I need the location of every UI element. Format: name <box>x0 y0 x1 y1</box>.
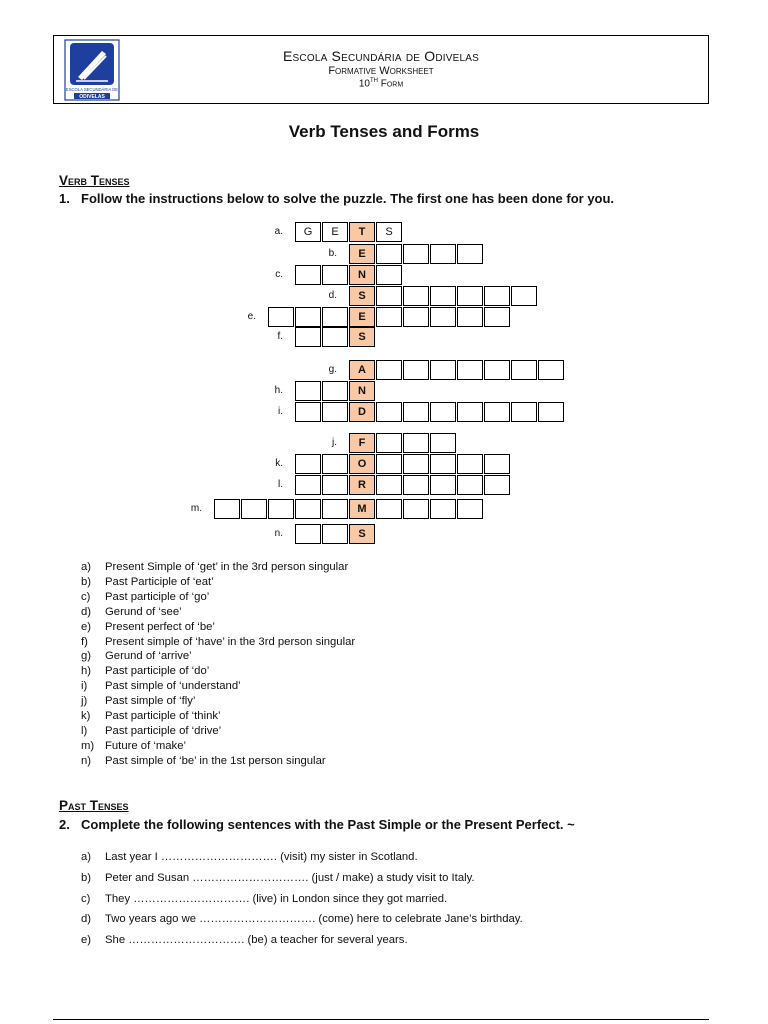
puzzle-cell[interactable] <box>430 286 456 306</box>
footer-divider <box>53 1019 709 1020</box>
puzzle-row-label: i. <box>278 406 283 417</box>
clue-list <box>81 560 355 769</box>
puzzle-cell[interactable] <box>403 454 429 474</box>
clue-item: k) Past participle of ‘think’ <box>81 710 221 723</box>
puzzle-cell[interactable] <box>457 244 483 264</box>
puzzle-cell[interactable] <box>484 360 510 380</box>
puzzle-cell[interactable] <box>214 499 240 519</box>
puzzle-cell[interactable] <box>376 360 402 380</box>
puzzle-row-label: d. <box>328 290 337 301</box>
section1-heading: Verb Tenses <box>59 173 130 188</box>
school-name: Escola Secundária de Odivelas <box>283 48 479 64</box>
puzzle-cell[interactable] <box>430 433 456 453</box>
puzzle-cell[interactable]: S <box>376 222 402 242</box>
puzzle-cell[interactable] <box>376 307 402 327</box>
puzzle-row-label: j. <box>332 437 337 448</box>
form-level: 10TH Form <box>358 78 404 90</box>
puzzle-cell[interactable] <box>403 286 429 306</box>
section2-instruction: 2. Complete the following sentences with the Past Simple or the Present Perfect. ~ <box>59 817 575 832</box>
sentence-item: a) Last year I …………………………. (visit) my sister in Scotland. <box>81 851 418 863</box>
puzzle-cell[interactable] <box>403 499 429 519</box>
page-title: Verb Tenses and Forms <box>288 122 480 141</box>
puzzle-row-label: g. <box>328 364 337 375</box>
puzzle-cell[interactable] <box>511 360 537 380</box>
puzzle-key-cell: T <box>349 222 375 242</box>
clue-item: c) Past participle of ‘go’ <box>81 590 210 603</box>
clue-item: d) Gerund of ‘see’ <box>81 605 182 618</box>
puzzle-cell[interactable] <box>376 244 402 264</box>
puzzle-cell[interactable] <box>376 433 402 453</box>
puzzle-cell[interactable] <box>403 433 429 453</box>
puzzle-cell[interactable] <box>457 499 483 519</box>
puzzle-cell[interactable] <box>295 265 321 285</box>
puzzle-key-cell: N <box>349 265 375 285</box>
puzzle-cell[interactable] <box>268 499 294 519</box>
puzzle-cell[interactable] <box>295 307 321 327</box>
puzzle-row-label: a. <box>274 226 283 237</box>
puzzle-cell[interactable] <box>322 454 348 474</box>
puzzle-cell[interactable] <box>484 475 510 495</box>
puzzle-cell[interactable] <box>538 402 564 422</box>
puzzle-cell[interactable] <box>403 360 429 380</box>
puzzle-cell[interactable] <box>295 402 321 422</box>
clue-item: m) Future of ‘make’ <box>81 739 186 752</box>
puzzle-cell[interactable] <box>295 381 321 401</box>
puzzle-cell[interactable] <box>484 307 510 327</box>
logo-text-2: ODIVELAS <box>79 94 105 100</box>
puzzle-cell[interactable] <box>484 454 510 474</box>
puzzle-cell[interactable] <box>322 402 348 422</box>
sentence-item: e) She …………………………. (be) a teacher for several years. <box>81 934 408 947</box>
section2-heading: Past Tenses <box>59 798 129 813</box>
puzzle-cell[interactable] <box>322 265 348 285</box>
puzzle-cell[interactable] <box>457 360 483 380</box>
puzzle-row-label: m. <box>190 503 202 514</box>
puzzle-cell[interactable] <box>457 454 483 474</box>
puzzle-cell[interactable] <box>295 475 321 495</box>
puzzle-key-cell: S <box>349 327 375 347</box>
sentence-list <box>81 851 523 955</box>
puzzle-cell[interactable]: G <box>295 222 321 242</box>
puzzle-cell[interactable] <box>538 360 564 380</box>
clue-item: l) Past participle of ‘drive’ <box>81 724 222 737</box>
clue-item: h) Past participle of ‘do’ <box>81 665 210 678</box>
puzzle-cell[interactable] <box>376 265 402 285</box>
sentence-item: d) Two years ago we …………………………. (come) here to celebrate Jane’s birthday. <box>81 913 523 926</box>
puzzle-key-cell: E <box>349 307 375 327</box>
puzzle-key-cell: E <box>349 244 375 264</box>
section1-instruction: 1. Follow the instructions below to solve the puzzle. The first one has been done for you. <box>59 191 615 206</box>
puzzle-row-label: b. <box>328 248 337 259</box>
puzzle-cell[interactable] <box>295 524 321 544</box>
puzzle-cell[interactable] <box>457 307 483 327</box>
clue-item: n) Past simple of ‘be’ in the 1st person singular <box>81 754 326 767</box>
puzzle-key-cell: M <box>349 499 375 519</box>
puzzle-cell[interactable] <box>457 475 483 495</box>
puzzle-cell[interactable] <box>322 524 348 544</box>
clue-item: f) Present simple of ‘have’ in the 3rd person singular <box>81 635 356 648</box>
puzzle-cell[interactable] <box>376 499 402 519</box>
document-header <box>53 35 709 104</box>
clue-item: e) Present perfect of ‘be’ <box>81 620 215 633</box>
puzzle-cell[interactable] <box>457 402 483 422</box>
puzzle-cell[interactable] <box>322 499 348 519</box>
puzzle-cell[interactable] <box>376 402 402 422</box>
clue-item: j) Past simple of ‘fly’ <box>81 695 196 708</box>
puzzle-cell[interactable] <box>430 499 456 519</box>
puzzle-key-cell: D <box>349 402 375 422</box>
puzzle-cell[interactable] <box>403 475 429 495</box>
puzzle-key-cell: S <box>349 286 375 306</box>
puzzle-cell[interactable] <box>484 286 510 306</box>
puzzle-cell[interactable] <box>322 381 348 401</box>
puzzle-key-cell: O <box>349 454 375 474</box>
puzzle-cell[interactable] <box>322 327 348 347</box>
puzzle-cell[interactable] <box>511 286 537 306</box>
puzzle-cell[interactable] <box>376 454 402 474</box>
puzzle-cell[interactable]: E <box>322 222 348 242</box>
puzzle-cell[interactable] <box>295 499 321 519</box>
puzzle-cell[interactable] <box>322 475 348 495</box>
puzzle-cell[interactable] <box>322 307 348 327</box>
puzzle-key-cell: R <box>349 475 375 495</box>
clue-item: i) Past simple of ‘understand’ <box>81 680 241 693</box>
puzzle-row-label: c. <box>275 269 283 280</box>
puzzle-key-cell: F <box>349 433 375 453</box>
puzzle-cell[interactable] <box>430 360 456 380</box>
puzzle-cell[interactable] <box>376 475 402 495</box>
clue-item: b) Past Participle of ‘eat’ <box>81 575 214 588</box>
puzzle-cell[interactable] <box>430 475 456 495</box>
clue-item: a) Present Simple of ‘get’ in the 3rd person singular <box>81 561 349 573</box>
puzzle-cell[interactable] <box>295 327 321 347</box>
puzzle-row-label: e. <box>247 311 256 322</box>
puzzle-row-label: f. <box>277 331 283 342</box>
clue-item: g) Gerund of ‘arrive’ <box>81 650 192 663</box>
puzzle-row-label: n. <box>274 528 283 539</box>
puzzle-row-label: l. <box>278 479 283 490</box>
puzzle-cell[interactable] <box>295 454 321 474</box>
worksheet-type: Formative Worksheet <box>328 65 434 77</box>
puzzle-cell[interactable] <box>511 402 537 422</box>
sentence-item: c) They …………………………. (live) in London since they got married. <box>81 892 448 905</box>
puzzle-cell[interactable] <box>268 307 294 327</box>
sentence-item: b) Peter and Susan …………………………. (just / make) a study visit to Italy. <box>81 871 475 884</box>
puzzle-key-cell: A <box>349 360 375 380</box>
puzzle-key-cell: N <box>349 381 375 401</box>
puzzle-key-cell: S <box>349 524 375 544</box>
puzzle-cell[interactable] <box>430 402 456 422</box>
puzzle-cell[interactable] <box>241 499 267 519</box>
puzzle-cell[interactable] <box>430 307 456 327</box>
puzzle-row-label: k. <box>275 458 283 469</box>
puzzle-cell[interactable] <box>430 244 456 264</box>
puzzle-cell[interactable] <box>403 307 429 327</box>
puzzle-cell[interactable] <box>457 286 483 306</box>
puzzle-row-label: h. <box>274 385 283 396</box>
puzzle-cell[interactable] <box>484 402 510 422</box>
logo-text-1: ESCOLA SECUNDÁRIA DE <box>65 87 119 92</box>
puzzle-cell[interactable] <box>376 286 402 306</box>
puzzle-cell[interactable] <box>430 454 456 474</box>
puzzle-cell[interactable] <box>403 402 429 422</box>
puzzle-cell[interactable] <box>403 244 429 264</box>
